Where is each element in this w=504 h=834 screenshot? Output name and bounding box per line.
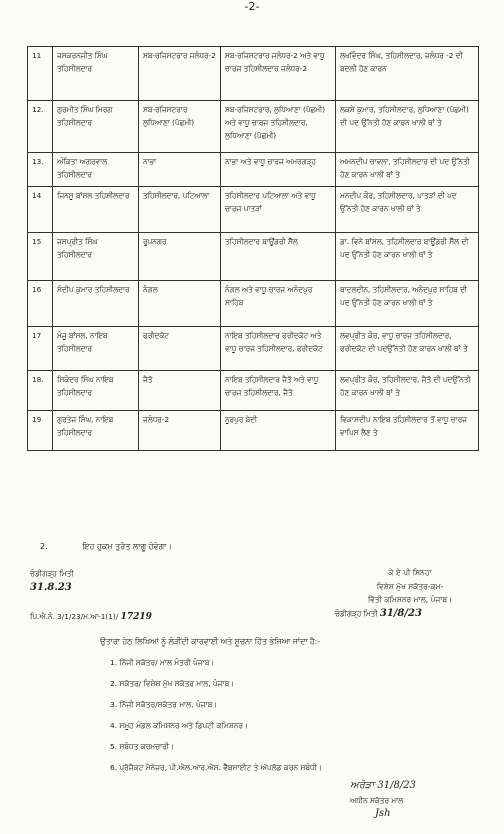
table-row	[28, 187, 479, 233]
cell-name: ਸਿਕੰਦਰ ਸਿੰਘ ਨਾਇਬ ਤਹਿਸੀਲਦਾਰ	[53, 371, 139, 411]
page-number: -2-	[244, 0, 260, 13]
cell-present: ਜਲੰਧਰ-2	[139, 411, 221, 451]
cell-remarks: ਵਿਕਾਸਦੀਪ ਨਾਇਬ ਤਹਿਸੀਲਦਾਰ ਤੋਂ ਵਾਧੂ ਚਾਰਜ ਵਾਪਿਸ ਲੈਣ ਤੇ	[336, 411, 479, 451]
distribution-item: 1. ਨਿੱਜੀ ਸਕੱਤਰ/ ਮਾਲ ਮੰਤਰੀ ਪੰਜਾਬ।	[110, 658, 215, 667]
cell-posting: ਸਬ-ਰਜਿਸਟਰਾਰ, ਲੁਧਿਆਣਾ (ਪੱਛਮੀ) ਅਤੇ ਵਾਧੂ ਚਾਰਜ ਤਹਿਸੀਲਦਾਰ, ਲੁਧਿਆਣਾ (ਪੱਛਮੀ)	[221, 101, 336, 153]
endorsement-handwritten-number: 17219	[120, 612, 152, 622]
table-row	[28, 371, 479, 411]
cell-name: ਜਸਕਰਨਜੀਤ ਸਿੰਘ ਤਹਿਸੀਲਦਾਰ	[53, 47, 139, 101]
cell-present: ਸਬ-ਰਜਿਸਟਰਾਰ ਲੁਧਿਆਣਾ (ਪੱਛਮੀ)	[139, 101, 221, 153]
table-row	[28, 281, 479, 327]
cell-posting: ਤਹਿਸੀਲਦਾਰ ਬਾਊਂਡਰੀ ਸੈੱਲ	[221, 233, 336, 281]
cell-sn: 13.	[28, 153, 53, 187]
order-place-date	[30, 568, 74, 596]
signatory-designation: ਵਿਸ਼ੇਸ਼ ਮੁੱਖ ਸਕੱਤਰ-ਕਮ-	[376, 581, 444, 591]
cell-name: ਜਿਨਸੂ ਬਾਂਸਲ ਤਹਿਸੀਲਦਾਰ	[53, 187, 139, 233]
cell-name: ਮੰਜੂ ਬਾਂਸਲ, ਨਾਇਬ ਤਹਿਸੀਲਦਾਰ	[53, 327, 139, 371]
cell-remarks: ਅਮਨਦੀਪ ਚਾਵਲਾ, ਤਹਿਸੀਲਦਾਰ ਦੀ ਪਦ ਉੱਨਤੀ ਹੋਣ ਕਾਰਨ ਖਾਲੀ ਥਾਂ ਤੇ	[336, 153, 479, 187]
cell-posting: ਤਹਿਸੀਲਦਾਰ ਪਟਿਆਲਾ ਅਤੇ ਵਾਧੂ ਚਾਰਜ ਪਾਤੜਾਂ	[221, 187, 336, 233]
signatory-department: ਵਿੱਤੀ ਕਮਿਸ਼ਨਰ ਮਾਲ, ਪੰਜਾਬ।	[367, 595, 453, 604]
cell-remarks: ਲਕਸ਼ੇ ਕੁਮਾਰ, ਤਹਿਸੀਲਦਾਰ, ਲੁਧਿਆਣਾ (ਪੱਛਮੀ) ਦੀ ਪਦ ਉੱਨਤੀ ਹੋਣ ਕਾਰਨ ਖਾਲੀ ਥਾਂ ਤੇ	[336, 101, 479, 153]
table-row	[28, 153, 479, 187]
cell-present: ਸਬ-ਰਜਿਸਟਰਾਰ ਜਲੰਧਰ-2	[139, 47, 221, 101]
order-date: 31.8.23	[30, 582, 72, 593]
table-row	[28, 233, 479, 281]
forwarding-text: ਉਤਾਰਾ ਹੇਠ ਲਿਖਿਆਂ ਨੂੰ ਲੋੜੀਂਦੀ ਕਾਰਵਾਈ ਅਤੇ ਸੂਚਨਾ ਹਿੱਤ ਭੇਜਿਆ ਜਾਂਦਾ ਹੈ:-	[100, 637, 321, 646]
cell-remarks: ਲਖਵਿੰਦਰ ਸਿੰਘ, ਤਹਿਸੀਲਦਾਰ, ਜਲੰਧਰ -2 ਦੀ ਬਦਲੀ ਹੋਣ ਕਾਰਨ	[336, 47, 479, 101]
cell-remarks: ਡਾ. ਵਿਨੇ ਬਾਂਸਲ, ਤਹਿਸੀਲਦਾਰ ਬਾਊਂਡਰੀ ਸੈੱਲ ਦੀ ਪਦ ਉੱਨਤੀ ਹੋਣ ਕਾਰਨ ਖਾਲੀ ਥਾਂ ਤੇ	[336, 233, 479, 281]
cell-name: ਜਸਪ੍ਰੀਤ ਸਿੰਘ ਤਹਿਸੀਲਦਾਰ	[53, 233, 139, 281]
cell-present: ਰੂਪਨਗਰ	[139, 233, 221, 281]
paragraph-number: 2.	[40, 542, 48, 551]
distribution-item: 6. ਪ੍ਰੋਜੈਕਟ ਮੈਨੇਜਰ, ਪੀ.ਐਲ.ਆਰ.ਐਸ. ਵੈੱਬਸਾਈਟ ਤੇ ਅੱਪਲੋਡ ਕਰਨ ਸਬੰਧੀ।	[110, 763, 322, 772]
cell-sn: 16	[28, 281, 53, 327]
transfer-table	[27, 46, 479, 451]
cell-sn: 17	[28, 327, 53, 371]
cell-posting: ਨਾਇਬ ਤਹਿਸੀਲਦਾਰ ਫਰੀਦਕੋਟ ਅਤੇ ਵਾਧੂ ਚਾਰਜ ਤਹਿਸੀਲਦਾਰ, ਫਰੀਦਕੋਟ	[221, 327, 336, 371]
table-row	[28, 327, 479, 371]
endorsement-date-label: ਚੰਡੀਗੜ੍ਹ ਮਿਤੀ	[335, 609, 378, 618]
cell-present: ਨਾਭਾ	[139, 153, 221, 187]
distribution-item: 5. ਸਬੰਧਤ ਕਰਮਚਾਰੀ।	[110, 742, 175, 751]
cell-sn: 12.	[28, 101, 53, 153]
cell-posting: ਨੂਰਪੁਰ ਬੇਦੀ	[221, 411, 336, 451]
distribution-item: 2. ਸਕੱਤਰ/ ਵਿਸ਼ੇਸ਼ ਮੁੱਖ ਸਕੱਤਰ ਮਾਲ, ਪੰਜਾਬ।	[110, 679, 235, 688]
cell-posting: ਸਬ-ਰਜਿਸਟਰਾਰ ਜਲੰਧਰ-2 ਅਤੇ ਵਾਧੂ ਚਾਰਜ ਤਹਿਸੀਲਦਾਰ ਜਲੰਧਰ-2	[221, 47, 336, 101]
table-row	[28, 47, 479, 101]
paragraph-2	[40, 542, 172, 552]
endorsement-line	[30, 608, 422, 622]
distribution-item: 4. ਸਮੂਹ ਮੰਡਲ ਕਮਿਸ਼ਨਰ ਅਤੇ ਡਿਪਟੀ ਕਮਿਸ਼ਨਰ।	[110, 721, 248, 730]
cell-present: ਤਹਿਸੀਲਦਾਰ, ਪਟਿਆਲਾ	[139, 187, 221, 233]
endorsement-date-block	[335, 608, 422, 619]
cell-name: ਅੰਕਿਤਾ ਅਗਰਵਾਲ ਤਹਿਸੀਲਦਾਰ	[53, 153, 139, 187]
cell-remarks: ਬਾਦਲਦੀਨ, ਤਹਿਸੀਲਦਾਰ, ਅਨੰਦਪੁਰ ਸਾਹਿਬ ਦੀ ਪਦ ਉੱਨਤੀ ਹੋਣ ਕਾਰਨ ਖਾਲੀ ਥਾਂ ਤੇ	[336, 281, 479, 327]
cell-remarks: ਲਵਪ੍ਰੀਤ ਕੌਰ, ਵਾਧੂ ਚਾਰਜ ਤਹਿਸੀਲਦਾਰ, ਫਰੀਦਕੋਟ ਦੀ ਪਦਉੱਨਤੀ ਹੋਣ ਕਾਰਨ ਖਾਲੀ ਥਾਂ ਤੇ	[336, 327, 479, 371]
cell-posting: ਨਾਇਬ ਤਹਿਸੀਲਦਾਰ ਜੈਤੋ ਅਤੇ ਵਾਧੂ ਚਾਰਜ ਤਹਿਸੀਲਦਾਰ, ਜੈਤੋ	[221, 371, 336, 411]
cell-name: ਸੰਦੀਪ ਕੁਮਾਰ ਤਹਿਸੀਲਦਾਰ	[53, 281, 139, 327]
place-date-label: ਚੰਡੀਗੜ੍ਹ ਮਿਤੀ	[30, 569, 74, 578]
endorsement-date: 31/8/23	[379, 608, 422, 619]
table-row	[28, 101, 479, 153]
table-row	[28, 411, 479, 451]
cell-name: ਗੁਰਮੀਤ ਸਿੰਘ ਮਿਰਗ ਤਹਿਸੀਲਦਾਰ	[53, 101, 139, 153]
cell-name: ਗੁਰਤੇਜ ਸਿੰਘ, ਨਾਇਬ ਤਹਿਸੀਲਦਾਰ	[53, 411, 139, 451]
cell-present: ਨੰਗਲ	[139, 281, 221, 327]
cell-remarks: ਲਵਪ੍ਰੀਤ ਕੌਰ, ਤਹਿਸੀਲਦਾਰ, ਜੈਤੋ ਦੀ ਪਦਉੱਨਤੀ ਹੋਣ ਕਾਰਨ ਖਾਲੀ ਥਾਂ ਤੇ	[336, 371, 479, 411]
under-secretary-signature: ਅਰੋੜਾ 31/8/23	[350, 780, 416, 791]
cell-present: ਫਰੀਦਕੋਟ	[139, 327, 221, 371]
signatory-name: ਕੇ ਏ ਪੀ ਸਿਨਹਾ	[388, 568, 432, 577]
cell-sn: 15	[28, 233, 53, 281]
signatory-block	[340, 566, 480, 607]
paragraph-text: ਇਹ ਹੁਕਮ ਤੁਰੰਤ ਲਾਗੂ ਹੋਵੇਗਾ।	[82, 542, 172, 551]
cell-posting: ਨੰਗਲ ਅਤੇ ਵਾਧੂ ਚਾਰਜ ਅਨੰਦਪੁਰ ਸਾਹਿਬ	[221, 281, 336, 327]
cell-sn: 11	[28, 47, 53, 101]
endorsement-number: ਪਿ.ਐ.ਨੰ. 3/1/23/ਮ.ਆ-1(1)/	[30, 612, 119, 621]
cell-posting: ਨਾਭਾ ਅਤੇ ਵਾਧੂ ਚਾਰਜ ਅਮਰਗੜ੍ਹ	[221, 153, 336, 187]
initials-scrawl: Jsh	[375, 808, 391, 819]
cell-sn: 14	[28, 187, 53, 233]
under-secretary-title: ਅਧੀਨ ਸਕੱਤਰ ਮਾਲ	[350, 796, 404, 805]
cell-sn: 18.	[28, 371, 53, 411]
cell-remarks: ਮਨਦੀਪ ਕੌਰ, ਤਹਿਸੀਲਦਾਰ, ਪਾਤੜਾਂ ਦੀ ਪਦ ਉੱਨਤੀ ਹੋਣ ਕਾਰਨ ਖਾਲੀ ਥਾਂ ਤੇ	[336, 187, 479, 233]
cell-present: ਜੈਤੋ	[139, 371, 221, 411]
distribution-item: 3. ਨਿੱਜੀ ਸਕੱਤਰ/ਸਕੱਤਰ ਮਾਲ, ਪੰਜਾਬ।	[110, 700, 218, 709]
cell-sn: 19	[28, 411, 53, 451]
distribution-list	[110, 658, 322, 784]
